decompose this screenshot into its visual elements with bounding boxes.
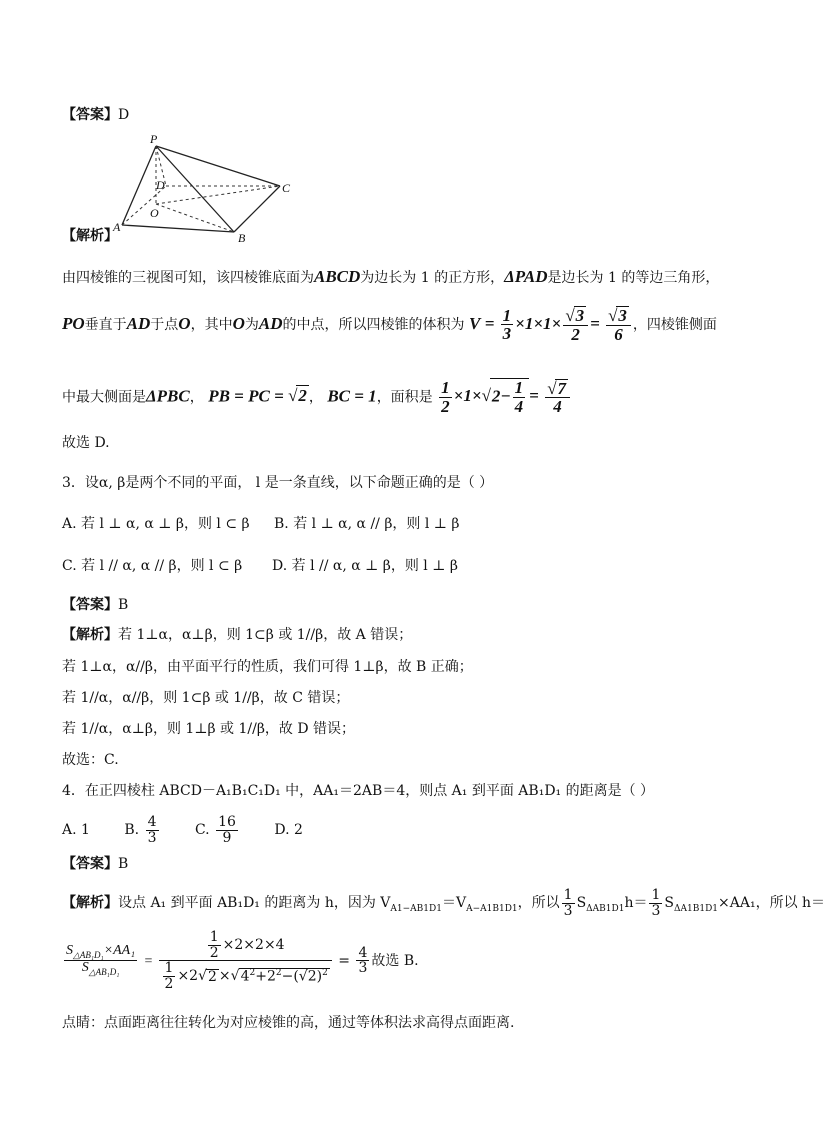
q3-analysis-2: 若 1⊥α，α//β，由平面平行的性质，我们可得 1⊥β，故 B 正确； — [62, 659, 473, 675]
q4-option-c — [194, 814, 240, 846]
label-b: B — [238, 231, 246, 245]
conclusion-1: 故选 D. — [62, 435, 110, 451]
math-o: O — [232, 313, 245, 333]
q3-stem: 3．设α, β是两个不同的平面， l 是一条直线，以下命题正确的是（ ） — [62, 475, 494, 491]
answer-value: D — [118, 107, 130, 123]
analysis-tag-1: 【解析】 — [62, 228, 118, 244]
q3-option-c: C. 若 l // α, α // β，则 l ⊂ β — [62, 558, 243, 574]
fraction-numerator: 16 — [218, 814, 236, 830]
math-pbc: ΔPBC — [146, 386, 190, 406]
text: 于点 — [150, 316, 179, 333]
q4-analysis-1: 【解析】设点 A₁ 到平面 AB₁D₁ 的距离为 h，因为 $V_{A1-AB1D1}=V_{A-A1B1D1}$，所以 $\frac{1}{3}$ $S_{\Delta AB1D1}h=$ $\frac{1}{3}$ $S_{\Delta A1B1D1}\times AA_1$，所以 h＝ — [62, 887, 825, 919]
q4-note: 点睛：点面距离往往转化为对应棱锥的高，通过等体积法求高得点面距离. — [62, 1015, 515, 1031]
math-sqrt2: √2 — [288, 386, 307, 406]
text: 若 1⊥α，α⊥β，则 1⊂β 或 1//β，故 A 错误； — [118, 627, 413, 643]
analysis-tag: 【解析】 — [62, 627, 118, 643]
math-ad: AD — [126, 313, 151, 333]
text: 是边长为 1 的等边三角形， — [547, 270, 720, 286]
answer-value: B — [118, 856, 129, 872]
pyramid-figure — [110, 128, 300, 246]
option-label: C. — [194, 822, 210, 839]
q3-option-d: D. 若 l // α, α ⊥ β，则 l ⊥ β — [272, 558, 458, 574]
text: 为边长为 1 的正方形， — [360, 270, 505, 286]
text: ，四棱锥侧面 — [632, 316, 717, 333]
distance-formula: $\frac{1}{2}$ ×2×2×4 $\frac{1}{2}$ $\times 2√2 \times√4^2+2^2-(√2)^2$ — [159, 930, 332, 992]
q3-answer — [62, 594, 128, 614]
q4-stem: 4．在正四棱柱 ABCD－A₁B₁C₁D₁ 中，AA₁＝2AB＝4，则点 A₁ 到平面 AB₁D₁ 的距离是（ ） — [62, 783, 655, 799]
q3-analysis-4: 若 1//α，α⊥β，则 1⊥β 或 1//β，故 D 错误； — [62, 721, 356, 737]
q3-option-b: B. 若 l ⊥ α, α // β，则 l ⊥ β — [274, 516, 460, 532]
text: ＝V — [441, 895, 467, 912]
text: ×AA₁，所以 h＝ — [718, 895, 825, 912]
math-bc: BC = 1 — [327, 386, 377, 406]
math-abcd: ABCD — [314, 267, 361, 286]
math-ad: AD — [258, 313, 283, 333]
volume-formula: = $\frac{1}{3}$ ×1×1× $\frac{√3}{2}$ = $\frac{√3}{6}$ — [485, 314, 633, 333]
q4-analysis-2: $\frac{S_{\triangle AB_1D_1}\times AA_1}{S_{\triangle AB_1D_1}}$ = $\frac{1}{2}$ ×2×2×4 $\frac{1}{2}$ $\times 2√2 \times√4^2+2^2-(√2)^2$ = $\frac{4}{3}$ 故选 B. — [66, 929, 419, 993]
option-label: B. — [124, 822, 140, 839]
answer-value: B — [118, 597, 129, 613]
text: 故选 B. — [371, 952, 419, 969]
text: S — [664, 895, 674, 912]
math-pb-pc: PB = PC = — [208, 386, 289, 406]
label-o: O — [150, 206, 159, 220]
q4-options — [62, 815, 303, 845]
text: ，其中 — [190, 316, 233, 333]
math-o: O — [178, 313, 191, 333]
fraction-numerator: 4 — [147, 814, 157, 830]
subscript: ΔA1B1D1 — [674, 903, 719, 914]
answer-tag: 【答案】 — [62, 597, 118, 613]
text: 由四棱锥的三视图可知，该四棱锥底面为 — [62, 270, 314, 286]
q4-answer — [62, 853, 128, 873]
label-c: C — [282, 181, 291, 195]
subscript: A1−AB1D1 — [390, 903, 442, 914]
text: 设点 A₁ 到平面 AB₁D₁ 的距离为 h，因为 V — [118, 895, 391, 912]
math-po: PO — [62, 313, 85, 333]
subscript: ΔAB1D1 — [586, 903, 625, 914]
q4-option-d: D. 2 — [274, 822, 303, 839]
label-a: A — [113, 220, 121, 234]
text: ，面积是 — [376, 389, 433, 406]
answer-tag: 【答案】 — [62, 856, 118, 872]
analysis-line-1 — [62, 267, 719, 287]
label-p: P — [150, 132, 158, 146]
text: ，所以 — [517, 895, 560, 912]
q4-option-a: A. 1 — [62, 822, 90, 839]
text: 垂直于 — [84, 316, 127, 333]
q3-analysis-3: 若 1//α，α//β，则 1⊂β 或 1//β，故 C 错误； — [62, 690, 350, 706]
fraction-denominator: 9 — [222, 829, 232, 846]
ratio-formula: $\frac{S_{\triangle AB_1D_1}\times AA_1}{S_{\triangle AB_1D_1}}$ — [66, 943, 136, 978]
answer-line-1 — [62, 104, 129, 124]
analysis-line-2 — [62, 306, 717, 344]
q3-option-a: A. 若 l ⊥ α, α ⊥ β，则 l ⊂ β — [62, 516, 250, 532]
text: 为 — [244, 316, 259, 333]
analysis-line-3: 中最大侧面是ΔPBC， PB = PC = √2 ， BC = 1，面积是 $\frac{1}{2}$ ×1×√2− $\frac{1}{4}$ = $\frac{√7}{4}$ — [62, 378, 572, 416]
q4-option-b — [124, 814, 160, 846]
analysis-tag: 【解析】 — [62, 895, 118, 912]
math-pad: ΔPAD — [504, 267, 548, 286]
answer-tag: 【答案】 — [62, 107, 118, 123]
q3-analysis-1 — [62, 624, 412, 644]
fraction-denominator: 3 — [147, 829, 157, 846]
text: S — [576, 895, 587, 912]
subscript: A−A1B1D1 — [466, 903, 518, 914]
text: 的中点，所以四棱锥的体积为 — [282, 316, 465, 333]
math-v: V — [468, 313, 481, 333]
text: 中最大侧面是 — [62, 389, 146, 406]
area-formula: $\frac{1}{2}$ ×1×√2− $\frac{1}{4}$ = $\frac{√7}{4}$ — [437, 386, 572, 405]
label-d: D — [156, 178, 165, 192]
q3-conclusion: 故选：C. — [62, 752, 119, 768]
text: h＝ — [624, 895, 648, 912]
